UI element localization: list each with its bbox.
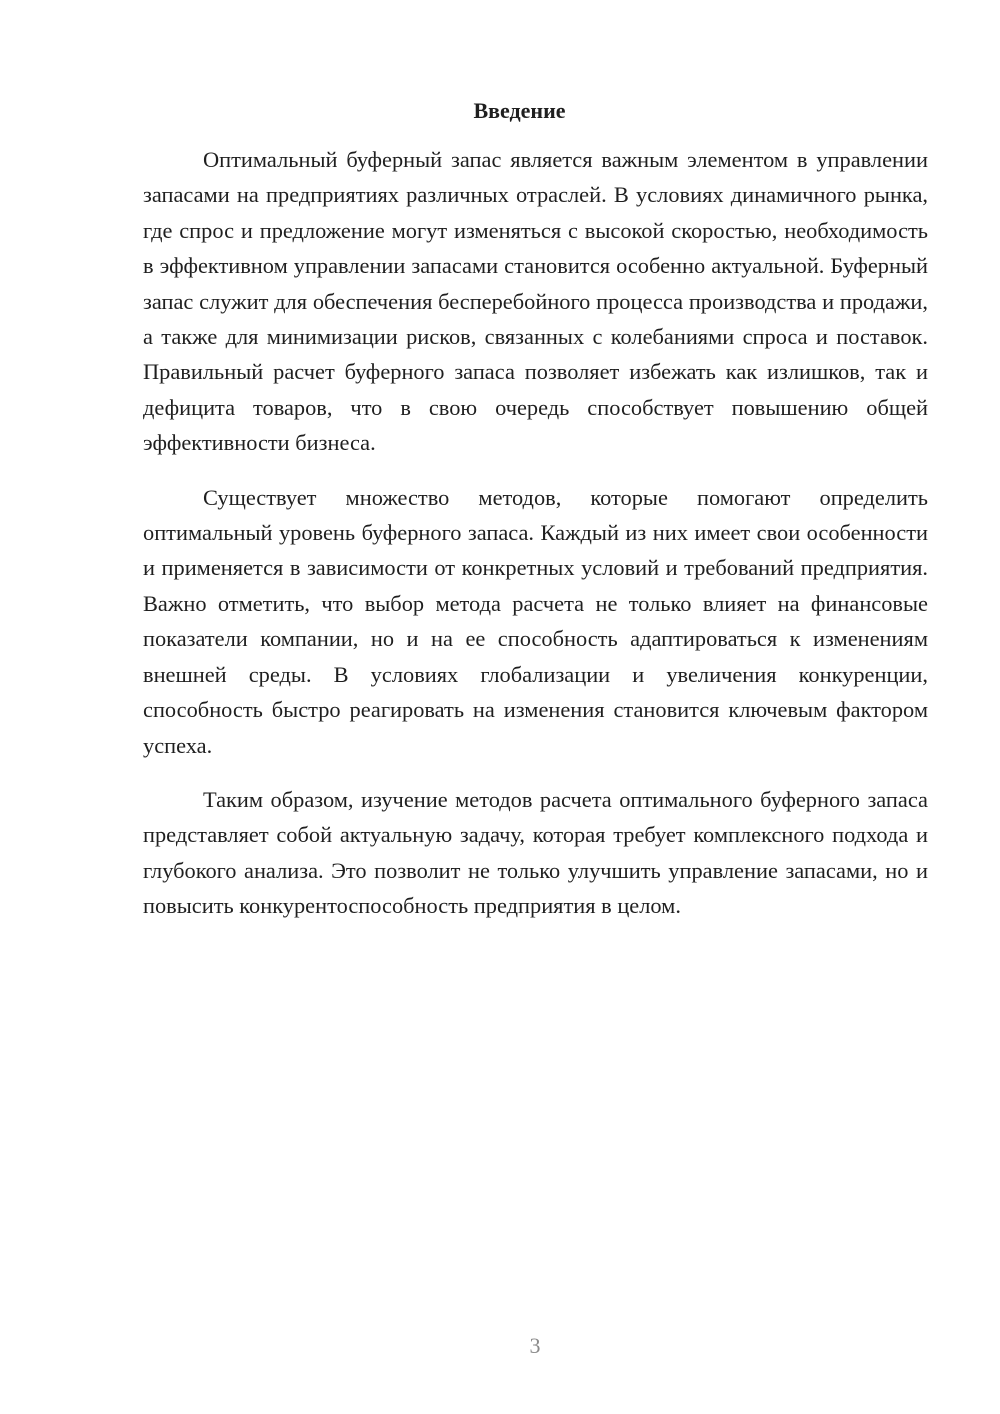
paragraph-2: Существует множество методов, которые помогают определить оптимальный уровень буферного запаса. Каждый из них имеет свои особенности и применяется в зависимости от конкретных условий и требований предприятия. Важно отметить, что выбор метода расчета не только влияет на финансовые показатели компании, но и на ее способность адаптироваться к изменениям внешней среды. В условиях глобализации и увеличения конкуренции, способность быстро реагировать на изменения становится ключевым фактором успеха. (143, 484, 928, 758)
paragraph-1: Оптимальный буферный запас является важным элементом в управлении запасами на предприятиях различных отраслей. В условиях динамичного рынка, где спрос и предложение могут изменяться с высокой скоростью, необходимость в эффективном управлении запасами становится особенно актуальной. Буферный запас служит для обеспечения бесперебойного процесса производства и продажи, а также для минимизации рисков, связанных с колебаниями спроса и поставок. Правильный расчет буферного запаса позволяет избежать как излишков, так и дефицита товаров, что в свою очередь способствует повышению общей эффективности бизнеса. (143, 147, 928, 456)
section-title: Введение (473, 98, 566, 123)
paragraph-3: Таким образом, изучение методов расчета оптимального буферного запаса представляет собой актуальную задачу, которая требует комплексного подхода и глубокого анализа. Это позволит не только улучшить управление запасами, но и повысить конкурентоспособность предприятия в целом. (143, 786, 928, 919)
page-content (143, 97, 928, 924)
page-number: 3 (529, 1333, 541, 1358)
